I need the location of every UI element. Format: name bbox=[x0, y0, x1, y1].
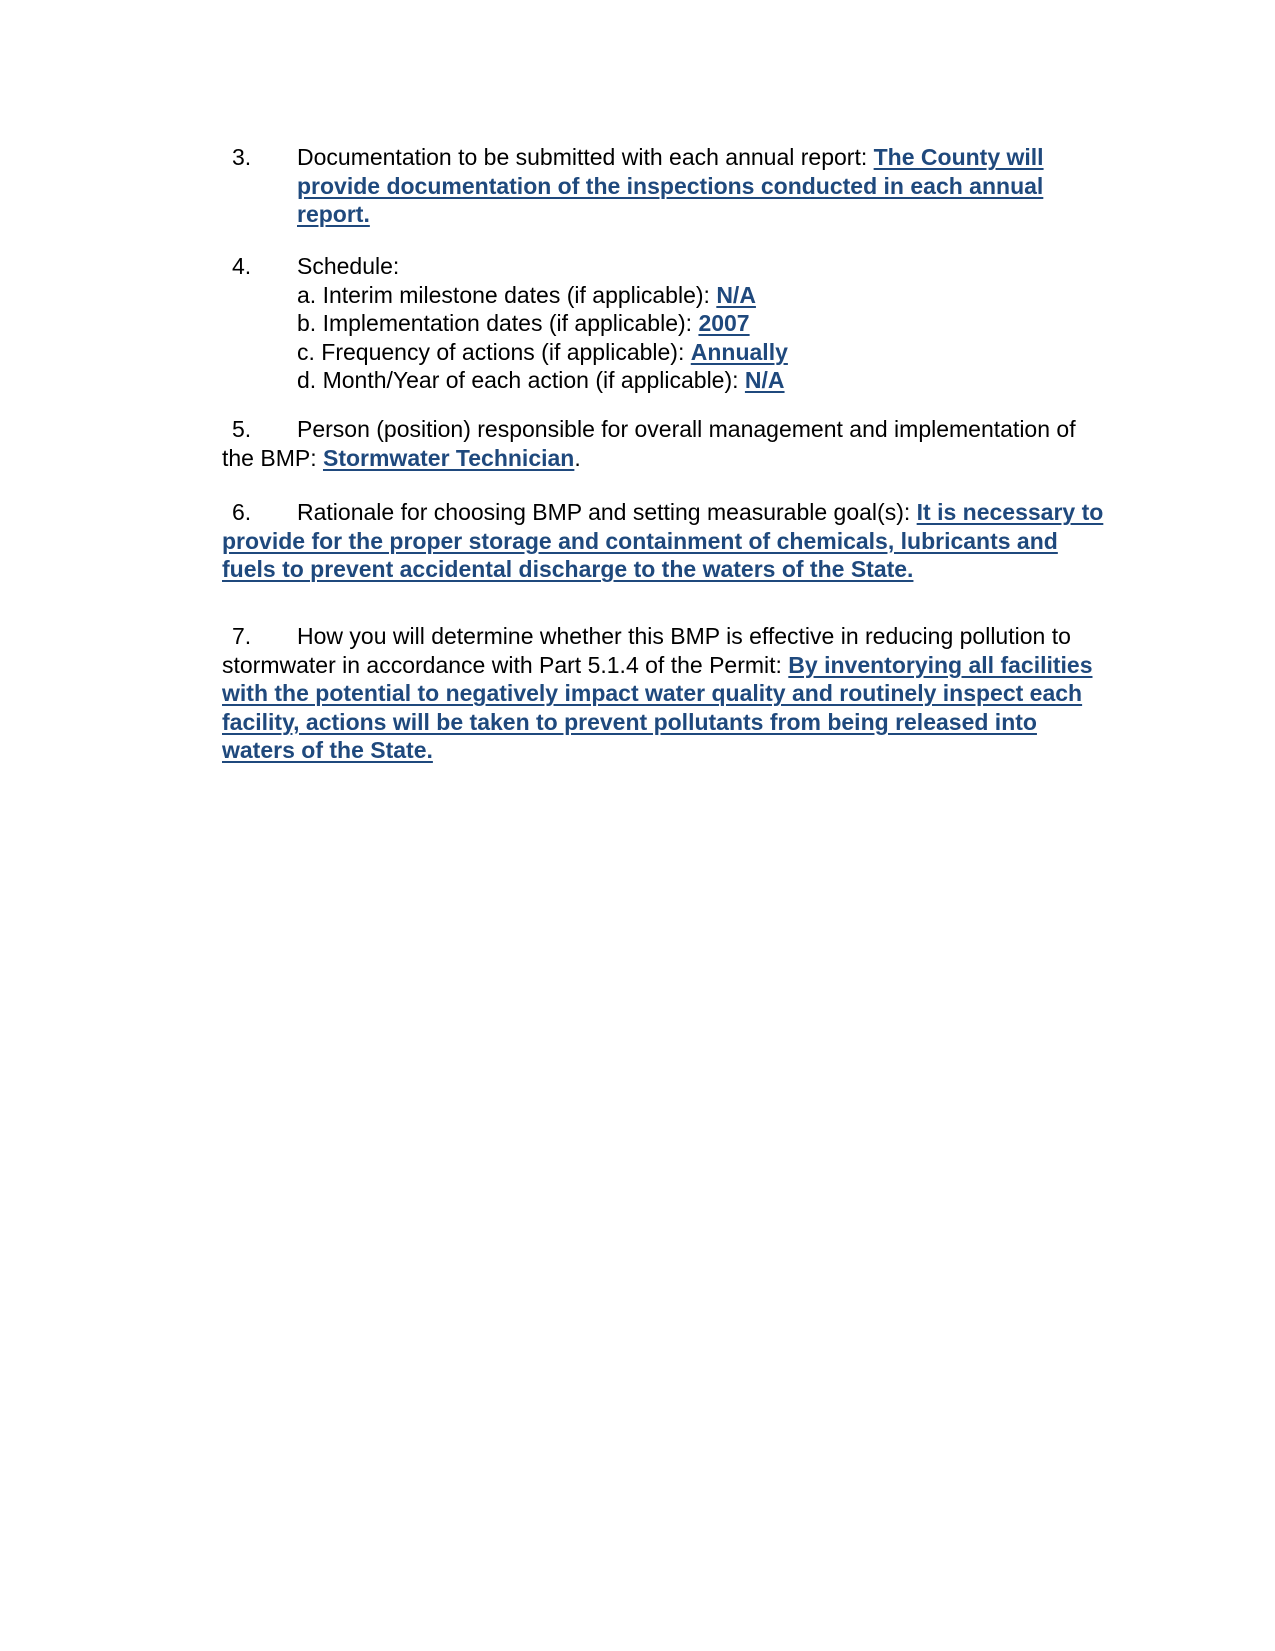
item-6 bbox=[222, 498, 1112, 584]
sub-item-label: a. Interim milestone dates (if applicable): bbox=[297, 281, 717, 308]
sub-item-answer: N/A bbox=[716, 281, 756, 308]
item-7 bbox=[222, 622, 1112, 765]
schedule-sub-list bbox=[222, 281, 1112, 395]
schedule-sub-item bbox=[297, 309, 1112, 338]
item-label: How you will determine whether this BMP is effective in reducing pollution to stormwater in accordance with Part 5.1.4 of the Permit: bbox=[222, 623, 1071, 678]
sub-item-answer: N/A bbox=[744, 367, 785, 393]
item-3 bbox=[222, 143, 1112, 229]
item-number: 5. bbox=[232, 416, 252, 442]
item-answer: By inventorying all facilities with the potential to negatively impact water quality and routinely inspect each facility, actions will be taken to prevent pollutants from being released into waters of the State. bbox=[222, 651, 1093, 763]
sub-item-label: b. Implementation dates (if applicable): bbox=[297, 310, 699, 336]
item-label: Rationale for choosing BMP and setting measurable goal(s): bbox=[297, 499, 917, 525]
item-text bbox=[222, 622, 1112, 765]
schedule-sub-item bbox=[297, 281, 1112, 310]
item-text bbox=[297, 143, 1112, 229]
item-5 bbox=[222, 415, 1112, 472]
item-answer: It is necessary to provide for the proper storage and containment of chemicals, lubricants and fuels to prevent accidental discharge to the waters of the State. bbox=[222, 499, 1104, 582]
sub-item-label: c. Frequency of actions (if applicable): bbox=[297, 338, 691, 365]
item-number: 6. bbox=[232, 499, 252, 525]
item-text bbox=[222, 498, 1112, 584]
item-suffix: . bbox=[574, 444, 581, 471]
item-number: 3. bbox=[232, 144, 252, 170]
item-label: Documentation to be submitted with each annual report: bbox=[297, 144, 874, 170]
sub-item-label: d. Month/Year of each action (if applicable): bbox=[297, 367, 745, 393]
schedule-sub-item bbox=[297, 338, 1112, 367]
item-number: 7. bbox=[232, 623, 252, 649]
item-4 bbox=[222, 252, 1112, 395]
item-label: Person (position) responsible for overall management and implementation of the BMP: bbox=[222, 416, 1076, 471]
item-number: 4. bbox=[232, 253, 252, 279]
item-answer: Stormwater Technician bbox=[322, 444, 575, 471]
item-label: Schedule: bbox=[297, 253, 400, 279]
item-answer: The County will provide documentation of the inspections conducted in each annual report. bbox=[297, 144, 1044, 227]
sub-item-answer: 2007 bbox=[698, 310, 750, 336]
sub-item-answer: Annually bbox=[690, 338, 788, 365]
schedule-sub-item bbox=[297, 366, 1112, 395]
item-text bbox=[222, 415, 1112, 472]
